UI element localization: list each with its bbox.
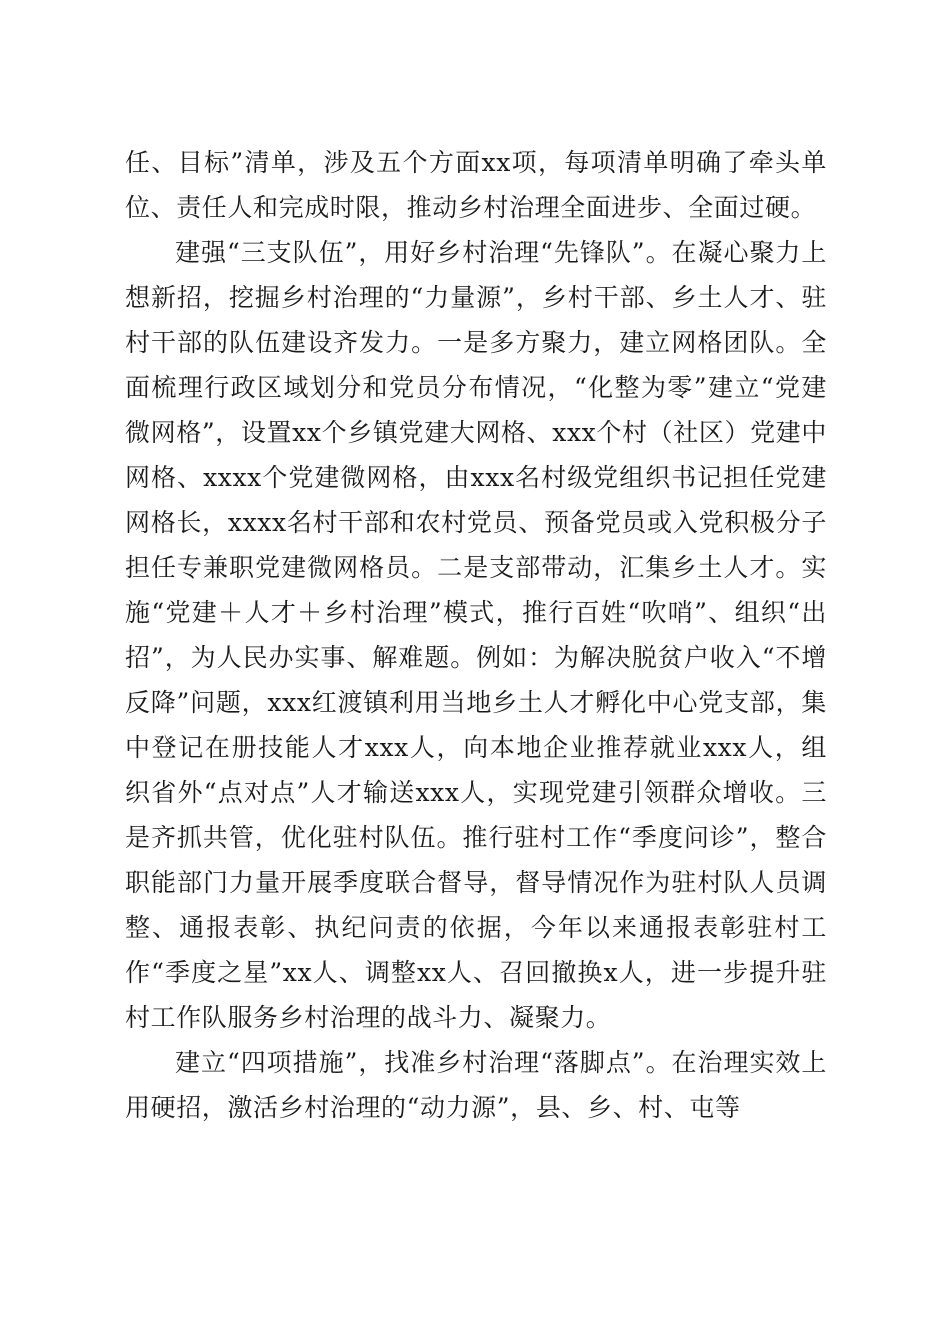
paragraph-three-teams: 建强“三支队伍”，用好乡村治理“先锋队”。在凝心聚力上想新招，挖掘乡村治理的“力量源”，乡村干部、乡土人才、驻村干部的队伍建设齐发力。一是多方聚力，建立网格团队。全面梳理行政区域划分和党员分布情况，“化整为零”建立“党建微网格”，设置xx个乡镇党建大网格、xxx个村（社区）党建中网格、xxxx个党建微网格，由xxx名村级党组织书记担任党建网格长，xxxx名村干部和农村党员、预备党员或入党积极分子担任专兼职党建微网格员。二是支部带动，汇集乡土人才。实施“党建＋人才＋乡村治理”模式，推行百姓“吹哨”、组织“出招”，为人民办实事、解难题。例如：为解决脱贫户收入“不增反降”问题，xxx红渡镇利用当地乡土人才孵化中心党支部，集中登记在册技能人才xxx人，向本地企业推荐就业xxx人，组织省外“点对点”人才输送xxx人，实现党建引领群众增收。三是齐抓共管，优化驻村队伍。推行驻村工作“季度问诊”，整合职能部门力量开展季度联合督导，督导情况作为驻村队人员调整、通报表彰、执纪问责的依据，今年以来通报表彰驻村工作“季度之星”xx人、调整xx人、召回撤换x人，进一步提升驻村工作队服务乡村治理的战斗力、凝聚力。 [125,238,827,1032]
paragraph-four-measures: 建立“四项措施”，找准乡村治理“落脚点”。在治理实效上用硬招，激活乡村治理的“动力源”，县、乡、村、屯等 [125,1048,827,1122]
paragraph-continuation: 任、目标”清单，涉及五个方面xx项，每项清单明确了牵头单位、责任人和完成时限，推动乡村治理全面进步、全面过硬。 [125,148,827,222]
document-body [125,140,827,1130]
